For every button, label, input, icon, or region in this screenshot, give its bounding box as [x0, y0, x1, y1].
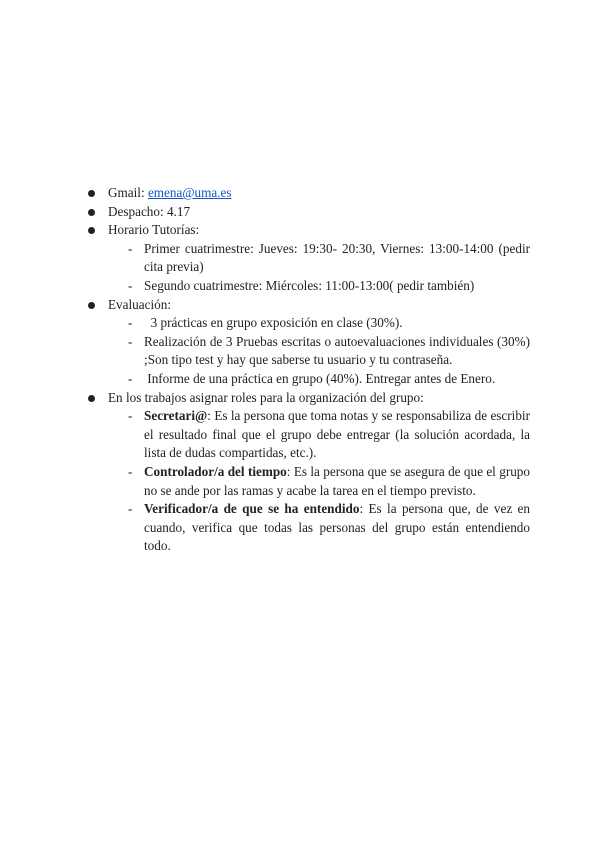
dash-marker: -	[128, 463, 133, 479]
dash-marker: -	[128, 501, 133, 517]
evaluacion-item-text: Realización de 3 Pruebas escritas o autoevaluaciones individuales (30%) ;Son tipo test y hay que saberse tu usuario y tu contraseña.	[144, 333, 530, 368]
role-title: Controlador/a del tiempo	[144, 463, 287, 479]
tutorias-item-text: Segundo cuatrimestre: Miércoles: 11:00-13:00( pedir también)	[144, 277, 475, 293]
main-list	[84, 184, 530, 556]
dash-marker: -	[128, 315, 133, 331]
roles-heading: En los trabajos asignar roles para la organización del grupo:	[108, 389, 424, 405]
evaluacion-item	[84, 333, 530, 370]
tutorias-heading: Horario Tutorías:	[108, 222, 200, 238]
role-item	[84, 500, 530, 556]
list-item-tutorias	[84, 221, 530, 240]
evaluacion-sublist	[84, 314, 530, 388]
list-item-roles	[84, 389, 530, 408]
evaluacion-item-text: Informe de una práctica en grupo (40%). Entregar antes de Enero.	[144, 370, 496, 386]
roles-sublist	[84, 407, 530, 556]
role-item	[84, 463, 530, 500]
evaluacion-item	[84, 370, 530, 389]
evaluacion-item	[84, 314, 530, 333]
dash-marker: -	[128, 240, 133, 256]
bullet-icon	[88, 395, 95, 402]
list-item-despacho	[84, 203, 530, 222]
bullet-icon	[88, 190, 95, 197]
bullet-icon	[88, 302, 95, 309]
tutorias-sublist-wrapper	[84, 240, 530, 296]
list-item-gmail	[84, 184, 530, 203]
document-body	[84, 184, 530, 556]
dash-marker: -	[128, 277, 133, 293]
role-description: : Es la persona que toma notas y se responsabiliza de escribir el resultado final que el grupo debe entregar (la solución acordada, la lista de dudas compartidas, etc.).	[144, 408, 530, 461]
role-title: Secretari@	[144, 408, 208, 424]
bullet-icon	[88, 209, 95, 216]
tutorias-sublist	[84, 240, 530, 296]
role-description: : Es la persona que se asegura de que el grupo no se ande por las ramas y acabe la tarea en el tiempo previsto.	[144, 463, 530, 498]
gmail-label: Gmail:	[108, 185, 148, 200]
role-item	[84, 407, 530, 463]
evaluacion-heading: Evaluación:	[108, 296, 171, 312]
role-title: Verificador/a de que se ha entendido	[144, 501, 360, 517]
email-link[interactable]: emena@uma.es	[147, 185, 232, 200]
dash-marker: -	[128, 333, 133, 349]
bullet-icon	[88, 227, 95, 234]
tutorias-item	[84, 277, 530, 296]
evaluacion-sublist-wrapper	[84, 314, 530, 388]
tutorias-item	[84, 240, 530, 277]
roles-sublist-wrapper	[84, 407, 530, 556]
tutorias-item-text: Primer cuatrimestre: Jueves: 19:30- 20:30, Viernes: 13:00-14:00 (pedir cita previa)	[144, 240, 530, 275]
role-description: : Es la persona que, de vez en cuando, verifica que todas las personas del grupo están entendiendo todo.	[144, 501, 530, 554]
dash-marker: -	[128, 370, 133, 386]
dash-marker: -	[128, 408, 133, 424]
list-item-evaluacion	[84, 296, 530, 315]
despacho-text: Despacho: 4.17	[108, 203, 191, 219]
evaluacion-item-text: 3 prácticas en grupo exposición en clase (30%).	[144, 315, 403, 331]
